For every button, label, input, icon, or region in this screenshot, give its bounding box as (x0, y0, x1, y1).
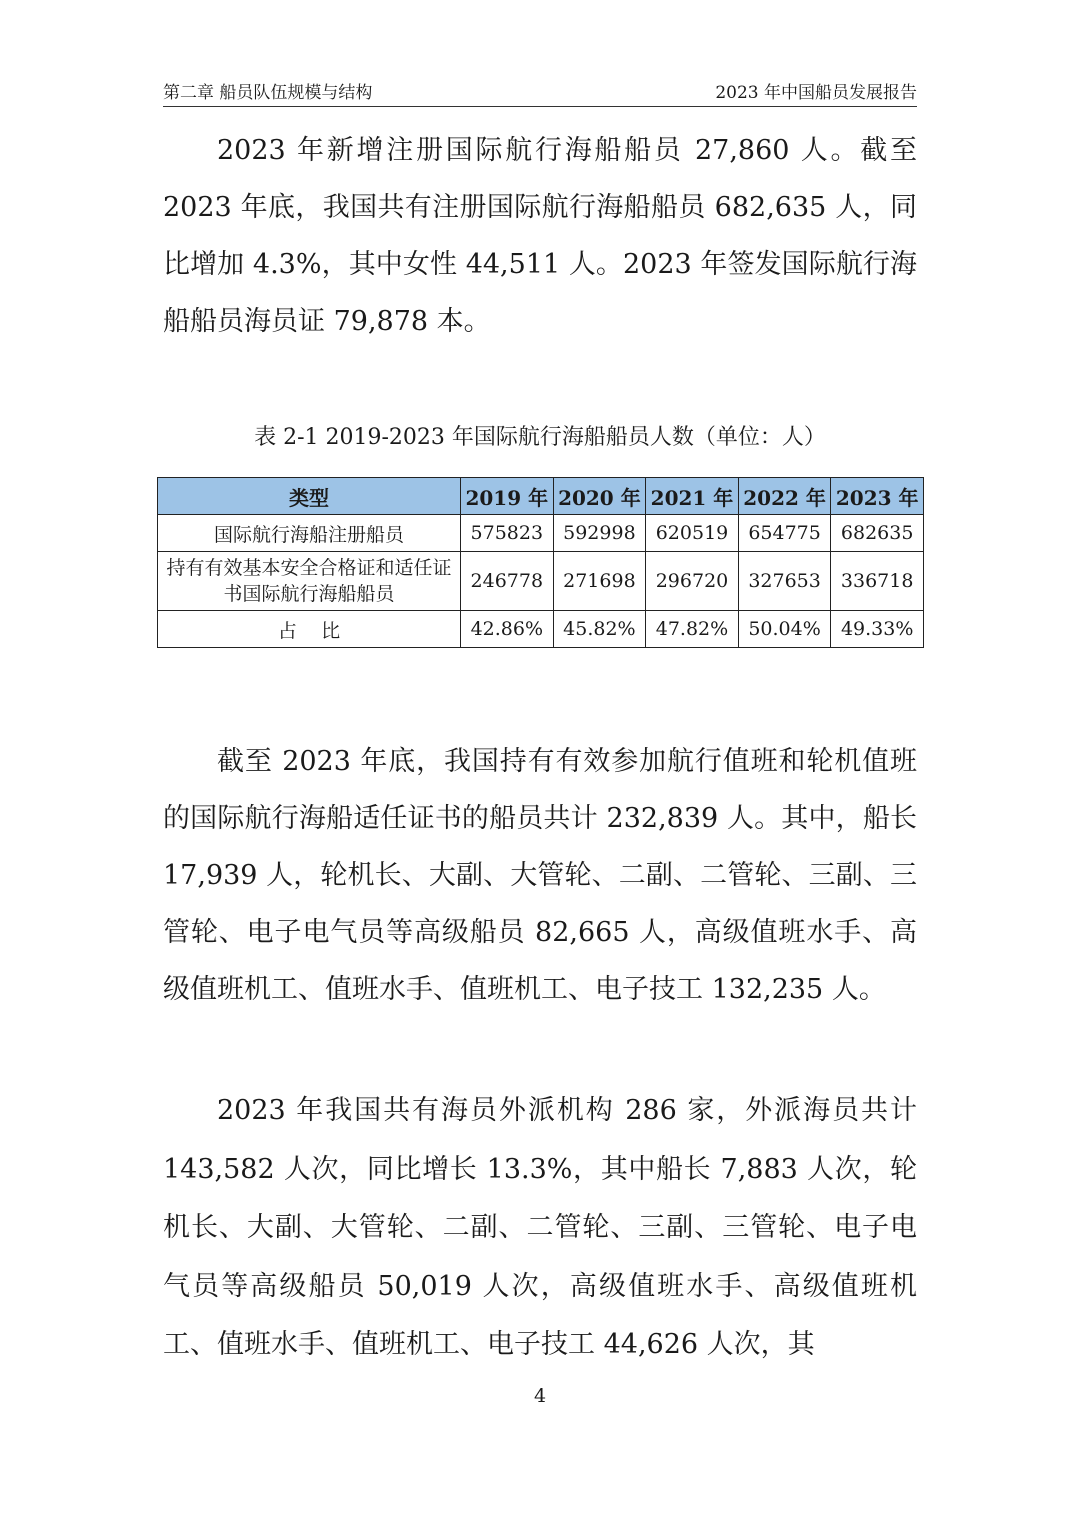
table-cell: 327653 (738, 552, 831, 611)
table-cell: 49.33% (831, 611, 924, 648)
column-header: 2023 年 (831, 478, 924, 515)
table-cell: 42.86% (461, 611, 554, 648)
table-cell: 246778 (461, 552, 554, 611)
table-cell: 592998 (553, 515, 646, 552)
page-header (163, 76, 917, 107)
table-cell: 682635 (831, 515, 924, 552)
column-header: 2021 年 (646, 478, 739, 515)
seafarer-table (157, 477, 924, 648)
column-header: 类型 (158, 478, 461, 515)
chapter-title: 第二章 船员队伍规模与结构 (163, 83, 373, 103)
table-header-row (158, 478, 924, 515)
table-cell: 575823 (461, 515, 554, 552)
table-row (158, 611, 924, 648)
column-header: 2019 年 (461, 478, 554, 515)
table-cell: 620519 (646, 515, 739, 552)
table-cell: 45.82% (553, 611, 646, 648)
column-header: 2022 年 (738, 478, 831, 515)
table-cell: 50.04% (738, 611, 831, 648)
table-cell: 47.82% (646, 611, 739, 648)
page-number: 4 (533, 1385, 547, 1407)
table-cell-type: 持有有效基本安全合格证和适任证书国际航行海船船员 (158, 552, 461, 611)
paragraph: 截至 2023 年底，我国持有有效参加航行值班和轮机值班的国际航行海船适任证书的船员共计 232,839 人。其中，船长 17,939 人，轮机长、大副、大管轮、二副、二管轮、三副、三管轮、电子电气员等高级船员 82,665 人，高级值班水手、高级值班机工、值班水手、值班机工、电子技工 132,235 人。 (163, 746, 917, 1005)
table-caption: 表 2-1 2019-2023 年国际航行海船船员人数（单位：人） (254, 425, 826, 450)
paragraph: 2023 年我国共有海员外派机构 286 家，外派海员共计 143,582 人次，同比增长 13.3%，其中船长 7,883 人次，轮机长、大副、大管轮、二副、二管轮、三副、三管轮、电子电气员等高级船员 50,019 人次，高级值班水手、高级值班机工、值班水手、值班机工、电子技工 44,626 人次，其 (163, 1095, 917, 1360)
table-cell: 336718 (831, 552, 924, 611)
table-row (158, 515, 924, 552)
report-title: 2023 年中国船员发展报告 (715, 83, 917, 103)
table-cell-type: 占 比 (158, 611, 461, 648)
table-row (158, 552, 924, 611)
column-header: 2020 年 (553, 478, 646, 515)
table-cell: 271698 (553, 552, 646, 611)
paragraph: 2023 年新增注册国际航行海船船员 27,860 人。截至 2023 年底，我国共有注册国际航行海船船员 682,635 人，同比增加 4.3%，其中女性 44,511 人。2023 年签发国际航行海船船员海员证 79,878 本。 (163, 135, 917, 337)
table-cell-type: 国际航行海船注册船员 (158, 515, 461, 552)
table-cell: 654775 (738, 515, 831, 552)
table-cell: 296720 (646, 552, 739, 611)
